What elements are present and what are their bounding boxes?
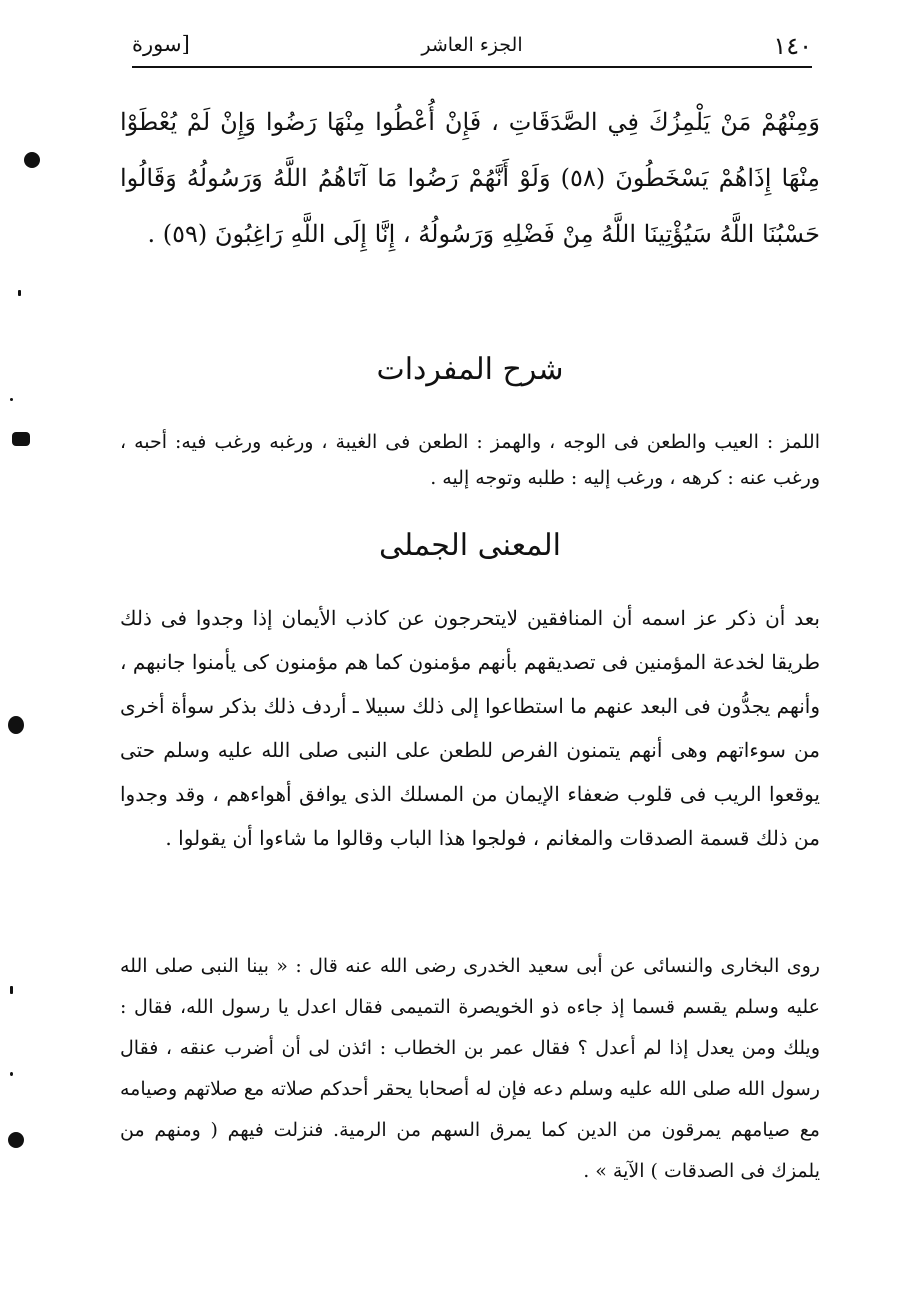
scan-speck	[18, 290, 21, 296]
scan-blot	[24, 152, 40, 168]
scan-blot	[12, 432, 30, 446]
scan-speck	[10, 1072, 13, 1076]
header-rule	[132, 66, 812, 68]
meaning-section	[120, 596, 820, 860]
scan-speck	[10, 986, 13, 994]
verse-text: وَمِنْهُمْ مَنْ يَلْمِزُكَ فِي الصَّدَقَاتِ ، فَإِنْ أُعْطُوا مِنْهَا رَضُوا وَإِنْ لَمْ يُعْطَوْا مِنْهَا إِذَاهُمْ يَسْخَطُونَ (٥٨) وَلَوْ أَنَّهُمْ رَضُوا مَا آتَاهُمُ اللَّهُ وَرَسُولُهُ وَقَالُوا حَسْبُنَا اللَّهُ سَيُؤْتِينَا اللَّهُ مِنْ فَضْلِهِ وَرَسُولُهُ ، إِنَّا إِلَى اللَّهِ رَاغِبُونَ (٥٩) .	[120, 108, 820, 248]
meaning-text: بعد أن ذكر عز اسمه أن المنافقين لايتحرجون عن كاذب الأيمان إذا وجدوا فى ذلك طريقا لخدعة المؤمنين فى تصديقهم بأنهم مؤمنون كما هم مؤمنون كى يأمنوا جانبهم ، وأنهم يجدُّون فى البعد عنهم ما استطاعوا إلى ذلك سبيلا ـ أردف ذلك بذكر سوأة أخرى من سوءاتهم وهى أنهم يتمنون الفرص للطعن على النبى صلى الله عليه وسلم حتى يوقعوا الريب فى قلوب ضعفاء الإيمان من المسلك الذى يوافق أهواءهم ، وقد وجدوا من ذلك قسمة الصدقات والمغانم ، فولجوا هذا الباب وقالوا ما شاءوا أن يقولوا .	[120, 606, 820, 850]
scan-blot	[8, 1132, 24, 1148]
surah-label: [سورة	[132, 32, 190, 56]
vocab-text: اللمز : العيب والطعن فى الوجه ، والهمز : الطعن فى الغيبة ، ورغبه ورغب فيه: أحبه ، ورغب عنه : كرهه ، ورغب إليه : طلبه وتوجه إليه .	[120, 431, 820, 489]
part-title: الجزء العاشر	[421, 34, 523, 56]
vocab-heading: شرح المفردات	[376, 352, 564, 387]
hadith-text: روى البخارى والنسائى عن أبى سعيد الخدرى رضى الله عنه قال : « بينا النبى صلى الله عليه وسلم يقسم قسما إذ جاءه ذو الخويصرة التميمى فقال اعدل يا رسول الله، فقال : ويلك ومن يعدل إذا لم أعدل ؟ فقال عمر بن الخطاب : ائذن لى أن أضرب عنقه ، فقال رسول الله صلى الله عليه وسلم دعه فإن له أصحابا يحقر أحدكم صلاته مع صلاتهم وصيامه مع صيامهم يمرقون من الدين كما يمرق السهم من الرمية. فنزلت فيهم ( ومنهم من يلمزك فى الصدقات ) الآية » .	[120, 955, 820, 1182]
meaning-heading: المعنى الجملى	[378, 528, 561, 563]
hadith-section	[120, 946, 820, 1192]
page-header	[132, 26, 812, 64]
vocab-section	[120, 424, 820, 496]
quran-verse	[120, 94, 820, 262]
scan-blot	[8, 716, 24, 734]
scan-speck	[10, 398, 13, 401]
page-number: ١٤٠	[773, 32, 812, 60]
